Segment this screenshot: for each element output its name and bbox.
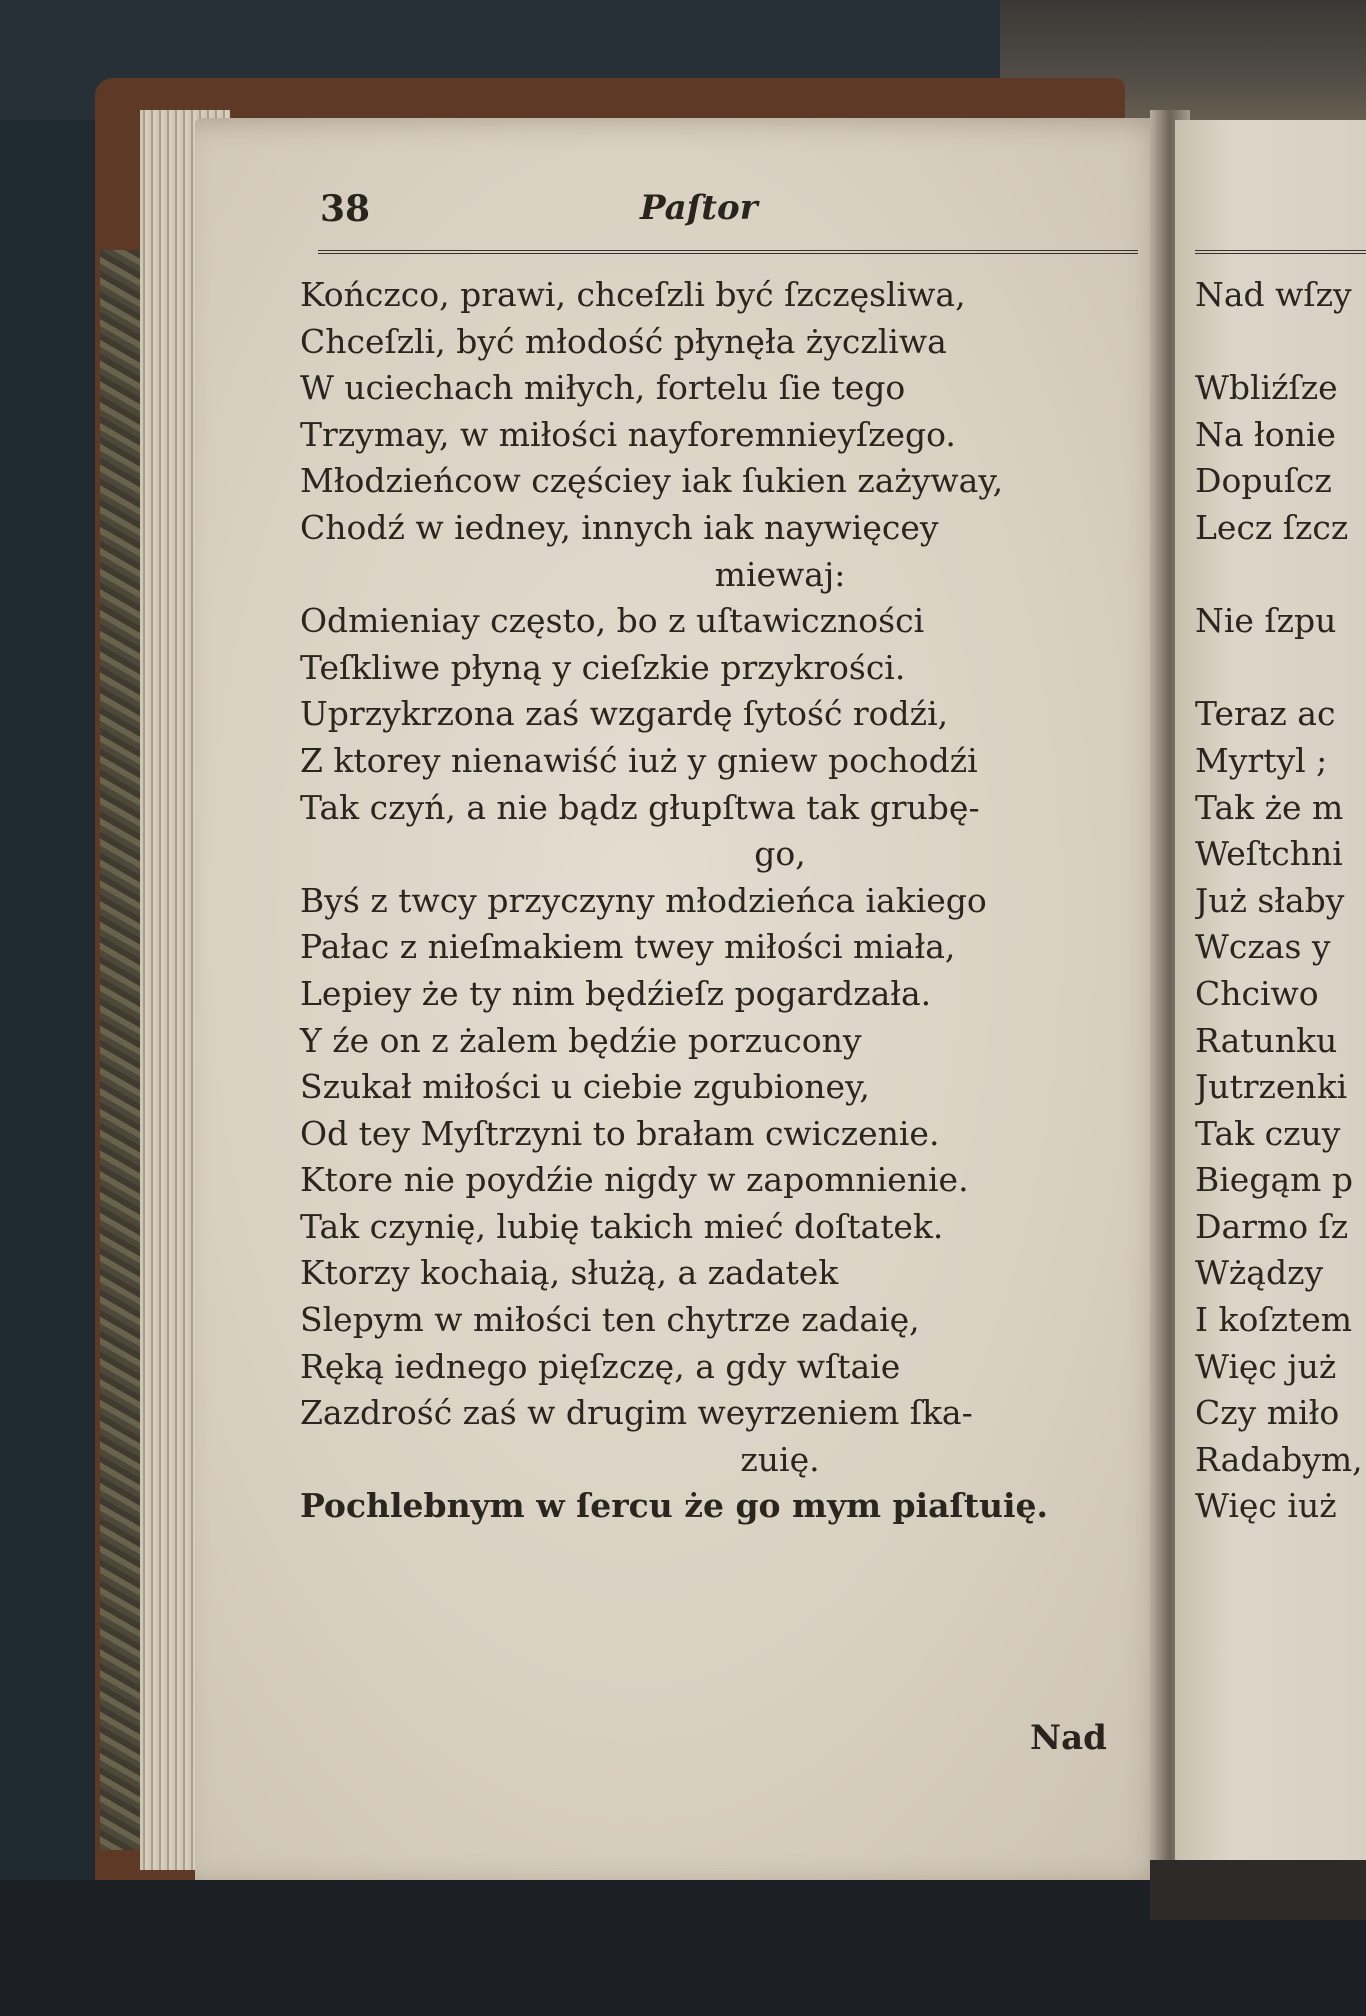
verse-line: Slepym w miłości ten chytrze zadaię, xyxy=(300,1300,920,1340)
running-head: Paſtor xyxy=(640,188,758,228)
right-verse-line: Weſtchni xyxy=(1195,834,1343,874)
line-gap xyxy=(1195,319,1366,366)
right-header-rule xyxy=(1195,250,1366,254)
right-verse-line: Radabym, xyxy=(1195,1439,1363,1479)
verse-continuation: go, xyxy=(754,834,806,874)
line-gap xyxy=(1195,552,1366,599)
verse-line: Ręką iednego pięſzczę, a gdy wſtaie xyxy=(300,1346,901,1386)
poem-text xyxy=(300,272,1150,1530)
verse-line: Odmieniay często, bo z uſtawiczności xyxy=(300,601,925,641)
right-verse-line: Tak czuy xyxy=(1195,1113,1341,1153)
verse-line: Byś z twcy przyczyny młodzieńca iakiego xyxy=(300,880,987,920)
verse-line: Zazdrość zaś w drugim weyrzeniem ſka- xyxy=(300,1393,973,1433)
verse-line: Tak czyń, a nie bądz głupſtwa tak grubę- xyxy=(300,787,980,827)
verse-continuation: miewaj: xyxy=(714,554,846,594)
right-verse-line: Na łonie xyxy=(1195,414,1336,454)
right-verse-line: Już słaby xyxy=(1195,880,1345,920)
verse-line: Kończco, prawi, chceſzli być ſzczęsliwa, xyxy=(300,275,966,314)
line-gap xyxy=(1195,645,1366,692)
verse-line: Teſkliwe płyną y cieſzkie przykrości. xyxy=(300,647,906,687)
verse-line: Lepiey że ty nim będźieſz pogardzała. xyxy=(300,973,932,1013)
verse-continuation: zuię. xyxy=(740,1439,820,1479)
verse-line: Ktorzy kochaią, służą, a zadatek xyxy=(300,1253,839,1293)
verse-line: Pochlebnym w ſercu że go mym piaſtuię. xyxy=(300,1486,1048,1526)
right-verse-line: Wczas y xyxy=(1195,927,1331,967)
right-verse-line: Nie ſzpu xyxy=(1195,601,1337,641)
right-verse-line: Wżądzy xyxy=(1195,1253,1324,1293)
page-number: 38 xyxy=(320,188,371,230)
verse-line: Trzymay, w miłości nayforemnieyſzego. xyxy=(300,414,956,454)
verse-line: Ktore nie poydźie nigdy w zapomnienie. xyxy=(300,1160,969,1200)
right-verse-line: Biegąm p xyxy=(1195,1160,1354,1200)
right-verse-line: Myrtyl ; xyxy=(1195,740,1328,780)
right-verse-line: Więc iuż xyxy=(1195,1486,1337,1526)
verse-line: Uprzykrzona zaś wzgardę ſytość rodźi, xyxy=(300,694,949,734)
right-verse-line: Ratunku xyxy=(1195,1020,1338,1060)
verse-line: Chceſzli, być młodość płynęła życzliwa xyxy=(300,321,947,361)
right-verse-line: Chciwo xyxy=(1195,973,1319,1013)
verse-line: Pałac z nieſmakiem twey miłości miała, xyxy=(300,927,956,967)
verse-line: Tak czynię, lubię takich mieć doſtatek. xyxy=(300,1206,944,1246)
marbled-edge xyxy=(100,250,140,1850)
verse-line: Szukał miłości u ciebie zgubioney, xyxy=(300,1067,870,1107)
right-verse-line: Darmo ſz xyxy=(1195,1206,1349,1246)
right-verse-line: Tak że m xyxy=(1195,787,1344,827)
right-verse-line: Lecz ſzcz xyxy=(1195,507,1349,547)
right-verse-line: Więc już xyxy=(1195,1346,1337,1386)
verse-line: Chodź w iedney, innych iak naywięcey xyxy=(300,507,939,547)
verse-line: Od tey Myſtrzyni to brałam cwiczenie. xyxy=(300,1113,940,1153)
right-verse-line: Wbliźſze xyxy=(1195,368,1338,408)
right-verse-line: Teraz ac xyxy=(1195,694,1336,734)
right-verse-line: Czy miło xyxy=(1195,1393,1340,1433)
verse-line: Młodzieńcow częściey iak ſukien zażyway, xyxy=(300,461,1004,501)
right-verse-line: Jutrzenki xyxy=(1195,1067,1348,1107)
right-verse-line: I koſztem xyxy=(1195,1300,1353,1340)
verse-line: Z ktorey nienawiść iuż y gniew pochodźi xyxy=(300,740,978,780)
book-lower-edge xyxy=(1150,1860,1366,1920)
right-verse-line: Dopuſcz xyxy=(1195,461,1332,501)
right-page-text xyxy=(1195,272,1366,1530)
catchword: Nad xyxy=(1030,1718,1107,1758)
right-verse-line: Nad wſzy xyxy=(1195,275,1352,314)
verse-line: Y źe on z żalem będźie porzucony xyxy=(300,1020,862,1060)
verse-line: W uciechach miłych, fortelu ſie tego xyxy=(300,368,906,408)
header-rule xyxy=(318,250,1138,254)
